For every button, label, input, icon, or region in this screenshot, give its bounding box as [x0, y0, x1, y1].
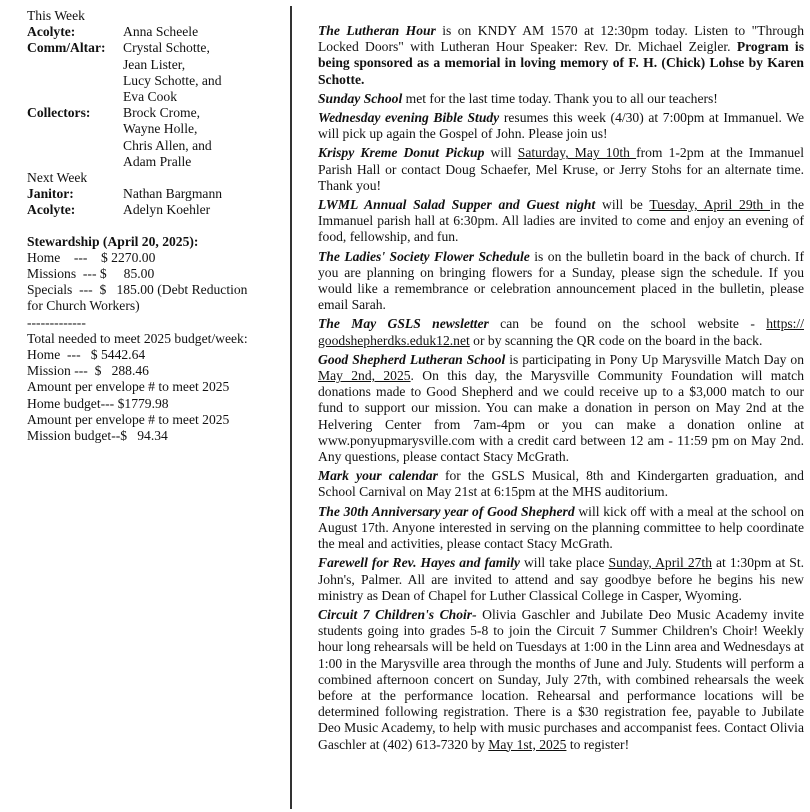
announcement-title: Farewell for Rev. Hayes and family	[318, 555, 520, 571]
next-week-heading: Next Week	[27, 170, 88, 186]
sunday-school-announcement	[318, 91, 804, 107]
collector-name: Adam Pralle	[123, 153, 192, 169]
bible-study-announcement	[318, 110, 804, 142]
announcement-text: in the Immanuel parish hall at 6:30pm. All ladies are invited to come and enjoy an evening of food, fellowship, and fun.	[318, 197, 804, 245]
announcement-title: LWML Annual Salad Supper and Guest night	[318, 197, 596, 213]
announcement-title: The Lutheran Hour	[318, 23, 436, 38]
announcement-text: at 1:30pm at St. John's, Palmer. All are invited to attend and say goodbye before he begins his new ministry as Dean of Chapel for Luther Classical College in Casper, Wyoming.	[318, 555, 804, 603]
comm-name: Jean Lister,	[123, 56, 186, 72]
announcement-text: from 1-2pm at the Immanuel Parish Hall or contact Doug Schaefer, Mel Kruse, or Jerry Stohs for an alternate time. Thank you!	[318, 145, 804, 193]
announcement-date: May 1st, 2025	[488, 736, 567, 752]
announcement-text: will be	[595, 197, 650, 213]
school-website-link[interactable]: https:// goodshepherdks.eduk12.net	[318, 316, 804, 348]
left-column	[27, 8, 282, 444]
collectors-names	[123, 105, 278, 170]
announcement-text: resumes this week (4/30) at 7:00pm at Immanuel. We will pick up again the Gospel of John. Please join us!	[318, 110, 805, 142]
announcement-text: will kick off with a meal at the school on August 17th. Anyone interested in serving on the planning committee to help coordinate the meal and activities, please contact Stacy McGrath.	[318, 503, 805, 552]
announcement-title: Circuit 7 Children's Choir-	[318, 606, 477, 622]
announcement-date: May 2nd, 2025	[318, 368, 411, 384]
announcement-title: The Ladies' Society Flower Schedule	[318, 248, 530, 264]
acolyte-name: Anna Scheele	[123, 24, 199, 40]
announcement-text: Olivia Gaschler and Jubilate Deo Music Academy invite students going into grades 5-8 to join the Circuit 7 Summer Children's Choir! Weekly hour long rehearsals will be held on Tuesdays at 1:00 in the Linn area and Wednesdays at 1:00 in the Marysville area through the months of June and July. Students will perform a combined afternoon concert on Sunday, July 27th, with combined rehearsals the week before at the performance location. Rehearsal and performance locations will be determined following registration. There is a $30 registration fee, payable to Jubilate Deo Music Academy, to help with music purchases and accompanist fees. Contact Olivia Gaschler at (402) 613-7320 by	[318, 606, 804, 752]
collector-name: Wayne Holle,	[123, 121, 198, 137]
announcement-title: Krispy Kreme Donut Pickup	[318, 145, 485, 161]
anniversary-announcement	[318, 504, 804, 553]
stewardship-line: for Church Workers)	[27, 298, 140, 314]
janitor-name: Nathan Bargmann	[123, 186, 223, 202]
announcement-text: or by scanning the QR code on the board in the back.	[469, 332, 763, 348]
budget-line: Mission budget--$ 94.34	[27, 428, 168, 444]
announcement-text: is on KNDY AM 1570 at 12:30pm today. Listen to "Through Locked Doors" with Lutheran Hour Speaker: Rev. Dr. Michael Zeigler.	[318, 23, 804, 55]
this-week-heading: This Week	[27, 8, 85, 23]
lwml-announcement	[318, 197, 804, 246]
comm-name: Eva Cook	[123, 89, 177, 105]
announcement-title: Sunday School	[318, 90, 403, 106]
acolyte-row	[27, 24, 282, 40]
pony-up-announcement	[318, 352, 804, 465]
announcements-column	[318, 23, 804, 756]
gsls-newsletter-announcement	[318, 316, 804, 348]
collectors-row	[27, 105, 282, 170]
collector-name: Brock Crome,	[123, 105, 201, 121]
farewell-announcement	[318, 555, 804, 604]
announcement-date: Sunday, April 27th	[608, 555, 712, 571]
stewardship-line: Home --- $ 2270.00	[27, 249, 156, 265]
announcement-title: The May GSLS newsletter	[318, 316, 489, 332]
janitor-label: Janitor:	[27, 186, 74, 202]
janitor-row	[27, 186, 282, 202]
stewardship-line: Specials --- $ 185.00 (Debt Reduction	[27, 282, 248, 298]
budget-line: Home --- $ 5442.64	[27, 347, 146, 363]
announcement-text: to register!	[566, 736, 630, 752]
calendar-announcement	[318, 468, 804, 500]
announcement-text: for the GSLS Musical, 8th and Kindergarten graduation, and School Carnival on May 21st at 6:15pm at the MHS auditorium.	[318, 468, 804, 500]
comm-altar-names	[123, 40, 278, 105]
announcement-text: is on the bulletin board in the back of church. If you are planning on bringing flowers for a Sunday, please sign the schedule. If you would like a remembrance or celebration announcement placed in the bulletin, please email Sarah.	[318, 248, 804, 313]
budget-line: Total needed to meet 2025 budget/week:	[27, 330, 248, 346]
announcement-title: Good Shepherd Lutheran School	[318, 351, 506, 367]
flower-schedule-announcement	[318, 249, 804, 314]
comm-altar-label: Comm/Altar:	[27, 40, 106, 56]
comm-name: Lucy Schotte, and	[123, 72, 222, 88]
krispy-kreme-announcement	[318, 145, 804, 194]
budget-line: Mission --- $ 288.46	[27, 363, 149, 379]
stewardship-divider: -------------	[27, 314, 86, 330]
budget-line: Amount per envelope # to meet 2025	[27, 379, 230, 395]
announcement-text: . On this day, the Marysville Community Foundation will match donations made to Good Shepherd and we could receive up to a $3,000 match to our fund to support our mission. You can make a donation in person on May 2nd at the Helvering Center from 7am-4pm or you can make a donation online at www.ponyupmarysville.com with a credit card between 12 am - 11:59 pm on May 2nd. Any questions, please contact Stacy McGrath.	[318, 368, 804, 465]
announcement-date: Saturday, May 10th	[517, 145, 637, 161]
announcement-text: will	[484, 145, 518, 161]
collector-name: Chris Allen, and	[123, 137, 212, 153]
memorial-notice: Program is being sponsored as a memorial in loving memory of F. H. (Chick) Lohse by Karen Schotte.	[318, 39, 804, 87]
childrens-choir-announcement	[318, 607, 804, 753]
comm-altar-row	[27, 40, 282, 105]
collectors-label: Collectors:	[27, 105, 91, 121]
announcement-date: Tuesday, April 29th	[649, 197, 770, 213]
lutheran-hour-announcement	[318, 23, 804, 88]
column-divider	[290, 6, 292, 809]
announcement-text: can be found on the school website -	[488, 316, 767, 332]
announcement-title: The 30th Anniversary year of Good Shepherd	[318, 503, 575, 519]
budget-line: Amount per envelope # to meet 2025	[27, 411, 230, 427]
announcement-title: Wednesday evening Bible Study	[318, 110, 500, 126]
announcement-text: will take place	[519, 555, 609, 571]
next-acolyte-name: Adelyn Koehler	[123, 202, 211, 218]
acolyte-label: Acolyte:	[27, 24, 76, 40]
comm-name: Crystal Schotte,	[123, 40, 210, 56]
announcement-text: met for the last time today. Thank you to all our teachers!	[402, 90, 718, 106]
next-acolyte-label: Acolyte:	[27, 202, 76, 218]
budget-line: Home budget--- $1779.98	[27, 395, 169, 411]
announcement-title: Mark your calendar	[318, 468, 438, 484]
next-acolyte-row	[27, 202, 282, 218]
stewardship-line: Missions --- $ 85.00	[27, 266, 155, 282]
stewardship-heading: Stewardship (April 20, 2025):	[27, 233, 199, 249]
announcement-text: is participating in Pony Up Marysville Match Day on	[505, 351, 804, 367]
